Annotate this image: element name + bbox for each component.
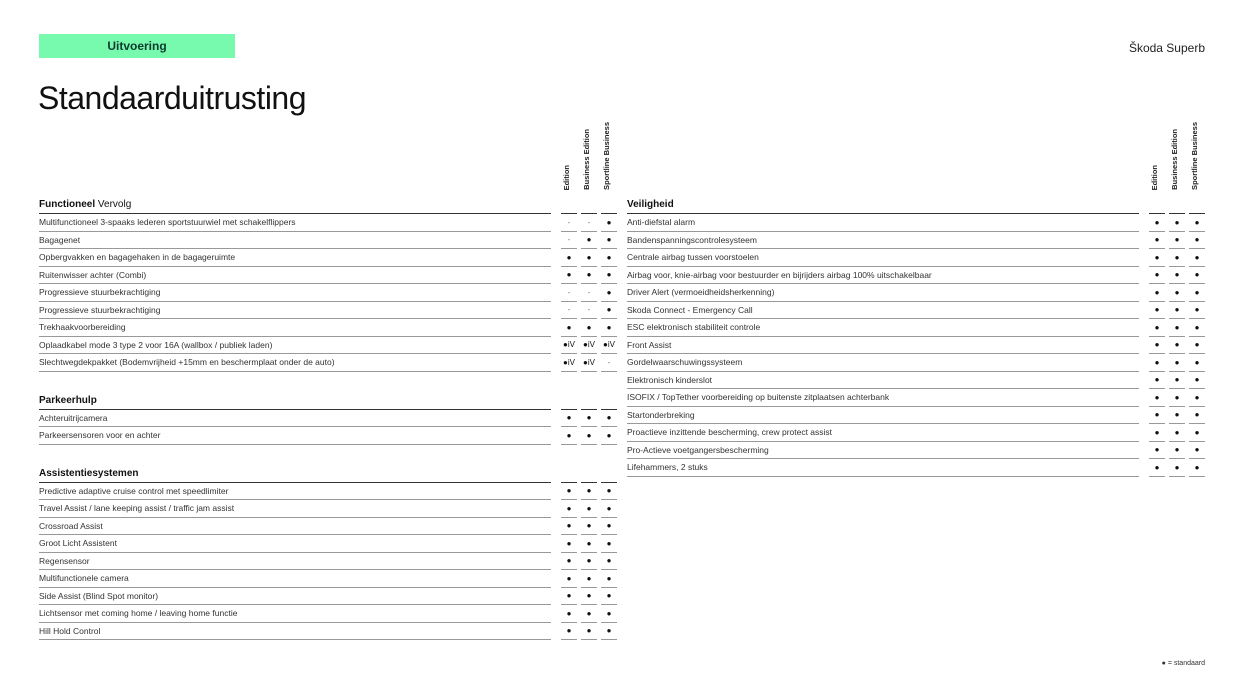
feature-label: Lifehammers, 2 stuks — [627, 459, 1139, 477]
standard-mark: ● — [581, 232, 597, 250]
standard-mark: ● — [581, 483, 597, 501]
table-row — [39, 337, 617, 355]
feature-label: Lichtsensor met coming home / leaving home functie — [39, 605, 551, 623]
feature-label: Elektronisch kinderslot — [627, 372, 1139, 390]
standard-mark: ● — [581, 427, 597, 445]
standard-mark: ● — [1149, 354, 1165, 372]
feature-label: Driver Alert (vermoeidheidsherkenning) — [627, 284, 1139, 302]
standard-mark: ● — [561, 588, 577, 606]
standard-mark: ● — [1169, 389, 1185, 407]
standard-mark: ● — [601, 302, 617, 320]
standard-mark: ●iV — [561, 337, 577, 355]
equipment-section — [39, 388, 617, 445]
table-row — [627, 284, 1205, 302]
table-row — [627, 214, 1205, 232]
table-row — [39, 588, 617, 606]
standard-mark: ● — [601, 483, 617, 501]
section-header-rule — [601, 482, 617, 483]
standard-mark: ● — [1149, 214, 1165, 232]
standard-mark: ● — [561, 605, 577, 623]
section-header — [627, 192, 1205, 214]
standard-mark: ● — [561, 570, 577, 588]
table-row — [627, 354, 1205, 372]
section-header-rule — [1149, 213, 1165, 214]
standard-mark: ● — [1169, 302, 1185, 320]
section-header-rule — [581, 482, 597, 483]
table-row — [627, 249, 1205, 267]
feature-label: Centrale airbag tussen voorstoelen — [627, 249, 1139, 267]
standard-mark: ● — [581, 570, 597, 588]
left-column — [39, 120, 617, 640]
standard-mark: ● — [1169, 459, 1185, 477]
section-header-rule — [581, 409, 597, 410]
standard-mark: ● — [1149, 442, 1165, 460]
table-row — [39, 267, 617, 285]
equipment-section — [39, 461, 617, 641]
section-title — [39, 395, 551, 410]
feature-label: ESC elektronisch stabiliteit controle — [627, 319, 1139, 337]
table-row — [627, 424, 1205, 442]
table-row — [627, 319, 1205, 337]
table-row — [627, 267, 1205, 285]
standard-mark: ● — [1189, 354, 1205, 372]
standard-mark: ● — [1189, 337, 1205, 355]
feature-label: Parkeersensoren voor en achter — [39, 427, 551, 445]
right-column — [627, 120, 1205, 477]
not-available-mark: - — [561, 214, 577, 232]
standard-mark: ● — [601, 605, 617, 623]
standard-mark: ● — [561, 319, 577, 337]
table-row — [627, 442, 1205, 460]
brand-label: Škoda Superb — [1128, 41, 1205, 55]
feature-label: Progressieve stuurbekrachtiging — [39, 284, 551, 302]
standard-mark: ● — [1169, 267, 1185, 285]
section-title-text: Functioneel — [39, 199, 96, 210]
feature-label: Pro-Actieve voetgangersbescherming — [627, 442, 1139, 460]
standard-mark: ● — [1149, 407, 1165, 425]
standard-mark: ● — [601, 410, 617, 428]
standard-mark: ● — [581, 605, 597, 623]
standard-mark: ● — [1189, 214, 1205, 232]
standard-mark: ● — [581, 410, 597, 428]
standard-mark: ● — [601, 284, 617, 302]
table-row — [39, 410, 617, 428]
feature-label: Side Assist (Blind Spot monitor) — [39, 588, 551, 606]
feature-label: Proactieve inzittende bescherming, crew protect assist — [627, 424, 1139, 442]
column-header-label: Edition — [561, 164, 571, 190]
table-row — [39, 354, 617, 372]
standard-mark: ● — [601, 232, 617, 250]
table-row — [39, 500, 617, 518]
standard-mark: ● — [581, 588, 597, 606]
feature-label: Front Assist — [627, 337, 1139, 355]
standard-mark: ● — [1189, 459, 1205, 477]
not-available-mark: - — [561, 284, 577, 302]
column-headers — [39, 120, 617, 192]
standard-mark: ● — [1189, 389, 1205, 407]
standard-mark: ● — [581, 623, 597, 641]
feature-label: Crossroad Assist — [39, 518, 551, 536]
standard-mark: ● — [1189, 407, 1205, 425]
section-tag-label: Uitvoering — [107, 39, 167, 53]
section-spacer — [39, 372, 617, 388]
standard-mark: ● — [1189, 442, 1205, 460]
standard-mark: ● — [581, 319, 597, 337]
standard-mark: ● — [601, 588, 617, 606]
table-row — [627, 459, 1205, 477]
table-row — [627, 372, 1205, 390]
section-header — [39, 192, 617, 214]
section-header-rule — [601, 409, 617, 410]
section-header-rule — [601, 213, 617, 214]
not-available-mark: - — [561, 302, 577, 320]
feature-label: Opbergvakken en bagagehaken in de bagageruimte — [39, 249, 551, 267]
not-available-mark: - — [581, 302, 597, 320]
standard-mark: ● — [561, 553, 577, 571]
column-header — [597, 118, 615, 190]
not-available-mark: - — [601, 354, 617, 372]
feature-label: Travel Assist / lane keeping assist / traffic jam assist — [39, 500, 551, 518]
section-spacer — [39, 445, 617, 461]
table-row — [39, 319, 617, 337]
feature-label: Gordelwaarschuwingssysteem — [627, 354, 1139, 372]
feature-label: Startonderbreking — [627, 407, 1139, 425]
section-title — [39, 199, 551, 214]
standard-mark: ● — [601, 249, 617, 267]
page-title: Standaarduitrusting — [38, 80, 307, 116]
section-title — [39, 468, 551, 483]
legend: ● = standaard — [1161, 660, 1205, 667]
table-row — [39, 553, 617, 571]
standard-mark: ● — [1149, 232, 1165, 250]
standard-mark: ● — [1149, 337, 1165, 355]
standard-mark: ● — [561, 249, 577, 267]
standard-mark: ● — [1169, 372, 1185, 390]
section-header-rule — [1169, 213, 1185, 214]
standard-mark: ● — [581, 249, 597, 267]
section-header-rule — [561, 213, 577, 214]
standard-mark: ● — [1189, 302, 1205, 320]
feature-label: Achteruitrijcamera — [39, 410, 551, 428]
standard-mark: ● — [1169, 354, 1185, 372]
standard-mark: ● — [1149, 284, 1165, 302]
feature-label: Anti-diefstal alarm — [627, 214, 1139, 232]
column-headers — [627, 120, 1205, 192]
table-row — [39, 249, 617, 267]
column-header-label: Sportline Business — [601, 122, 611, 190]
standard-mark: ● — [1189, 232, 1205, 250]
section-title — [627, 199, 1139, 214]
feature-label: Bandenspanningscontrolesysteem — [627, 232, 1139, 250]
standard-mark: ● — [1189, 284, 1205, 302]
standard-mark: ● — [1169, 249, 1185, 267]
table-row — [39, 535, 617, 553]
standard-mark: ● — [561, 483, 577, 501]
standard-mark: ● — [581, 518, 597, 536]
standard-mark: ● — [1189, 249, 1205, 267]
standard-mark: ● — [581, 500, 597, 518]
column-header-label: Business Edition — [1169, 129, 1179, 190]
feature-label: Airbag voor, knie-airbag voor bestuurder en bijrijders airbag 100% uitschakelbaar — [627, 267, 1139, 285]
section-header-rule — [561, 409, 577, 410]
table-row — [39, 518, 617, 536]
not-available-mark: - — [581, 284, 597, 302]
standard-mark: ● — [1149, 249, 1165, 267]
table-row — [39, 214, 617, 232]
standard-mark: ● — [561, 518, 577, 536]
feature-label: Multifunctionele camera — [39, 570, 551, 588]
table-row — [39, 284, 617, 302]
section-title-text: Parkeerhulp — [39, 394, 97, 406]
section-title-text: Assistentiesystemen — [39, 467, 139, 479]
feature-label: Trekhaakvoorbereiding — [39, 319, 551, 337]
standard-mark: ●iV — [561, 354, 577, 372]
standard-mark: ● — [581, 535, 597, 553]
column-header-label: Edition — [1149, 164, 1159, 190]
table-row — [627, 389, 1205, 407]
section-subtitle: Vervolg — [97, 199, 132, 210]
feature-label: Bagagenet — [39, 232, 551, 250]
standard-mark: ● — [581, 553, 597, 571]
standard-mark: ● — [1149, 267, 1165, 285]
table-row — [39, 232, 617, 250]
standard-mark: ● — [1169, 214, 1185, 232]
standard-mark: ● — [1149, 389, 1165, 407]
column-header — [1145, 118, 1163, 190]
not-available-mark: - — [581, 214, 597, 232]
standard-mark: ● — [1149, 302, 1165, 320]
standard-mark: ● — [581, 267, 597, 285]
feature-label: Progressieve stuurbekrachtiging — [39, 302, 551, 320]
standard-mark: ● — [601, 319, 617, 337]
table-row — [39, 623, 617, 641]
table-row — [39, 605, 617, 623]
standard-mark: ● — [1149, 459, 1165, 477]
section-header-rule — [1189, 213, 1205, 214]
standard-mark: ● — [1169, 319, 1185, 337]
standard-mark: ● — [601, 570, 617, 588]
feature-label: Groot Licht Assistent — [39, 535, 551, 553]
standard-mark: ● — [1149, 424, 1165, 442]
feature-label: Multifunctioneel 3-spaaks lederen sportstuurwiel met schakelflippers — [39, 214, 551, 232]
standard-mark: ● — [601, 500, 617, 518]
column-header — [1185, 118, 1203, 190]
column-header-label: Business Edition — [581, 129, 591, 190]
standard-mark: ● — [561, 500, 577, 518]
standard-mark: ● — [601, 214, 617, 232]
standard-mark: ● — [601, 553, 617, 571]
feature-label: Regensensor — [39, 553, 551, 571]
standard-mark: ●iV — [601, 337, 617, 355]
equipment-section — [627, 192, 1205, 477]
section-header — [39, 461, 617, 483]
column-header — [577, 118, 595, 190]
column-header — [1165, 118, 1183, 190]
table-row — [39, 483, 617, 501]
section-tag — [39, 34, 235, 58]
table-row — [627, 232, 1205, 250]
table-row — [39, 570, 617, 588]
standard-mark: ● — [1189, 267, 1205, 285]
standard-mark: ● — [1169, 337, 1185, 355]
standard-mark: ● — [561, 623, 577, 641]
section-title-text: Veiligheid — [627, 199, 674, 210]
table-row — [39, 427, 617, 445]
standard-mark: ● — [601, 518, 617, 536]
standard-mark: ● — [1149, 319, 1165, 337]
standard-mark: ●iV — [581, 337, 597, 355]
standard-mark: ● — [1169, 407, 1185, 425]
column-header-label: Sportline Business — [1189, 122, 1199, 190]
standard-mark: ● — [1169, 232, 1185, 250]
feature-label: Hill Hold Control — [39, 623, 551, 641]
standard-mark: ● — [1169, 424, 1185, 442]
feature-label: Slechtwegdekpakket (Bodemvrijheid +15mm en beschermplaat onder de auto) — [39, 354, 551, 372]
not-available-mark: - — [561, 232, 577, 250]
standard-mark: ● — [601, 267, 617, 285]
standard-mark: ● — [601, 535, 617, 553]
standard-mark: ● — [561, 410, 577, 428]
standard-mark: ● — [1189, 319, 1205, 337]
equipment-section — [39, 192, 617, 372]
column-header — [557, 118, 575, 190]
standard-mark: ● — [561, 427, 577, 445]
table-row — [627, 407, 1205, 425]
standard-mark: ● — [561, 535, 577, 553]
section-header — [39, 388, 617, 410]
standard-mark: ● — [1189, 372, 1205, 390]
standard-mark: ● — [601, 623, 617, 641]
standard-mark: ● — [561, 267, 577, 285]
standard-mark: ● — [1169, 284, 1185, 302]
standard-mark: ● — [1189, 424, 1205, 442]
feature-label: ISOFIX / TopTether voorbereiding op buitenste zitplaatsen achterbank — [627, 389, 1139, 407]
section-header-rule — [561, 482, 577, 483]
feature-label: Ruitenwisser achter (Combi) — [39, 267, 551, 285]
feature-label: Predictive adaptive cruise control met speedlimiter — [39, 483, 551, 501]
standard-mark: ● — [1149, 372, 1165, 390]
table-row — [39, 302, 617, 320]
table-row — [627, 302, 1205, 320]
feature-label: Oplaadkabel mode 3 type 2 voor 16A (wallbox / publiek laden) — [39, 337, 551, 355]
standard-mark: ● — [601, 427, 617, 445]
section-header-rule — [581, 213, 597, 214]
standard-mark: ● — [1169, 442, 1185, 460]
feature-label: Skoda Connect - Emergency Call — [627, 302, 1139, 320]
table-row — [627, 337, 1205, 355]
standard-mark: ●iV — [581, 354, 597, 372]
